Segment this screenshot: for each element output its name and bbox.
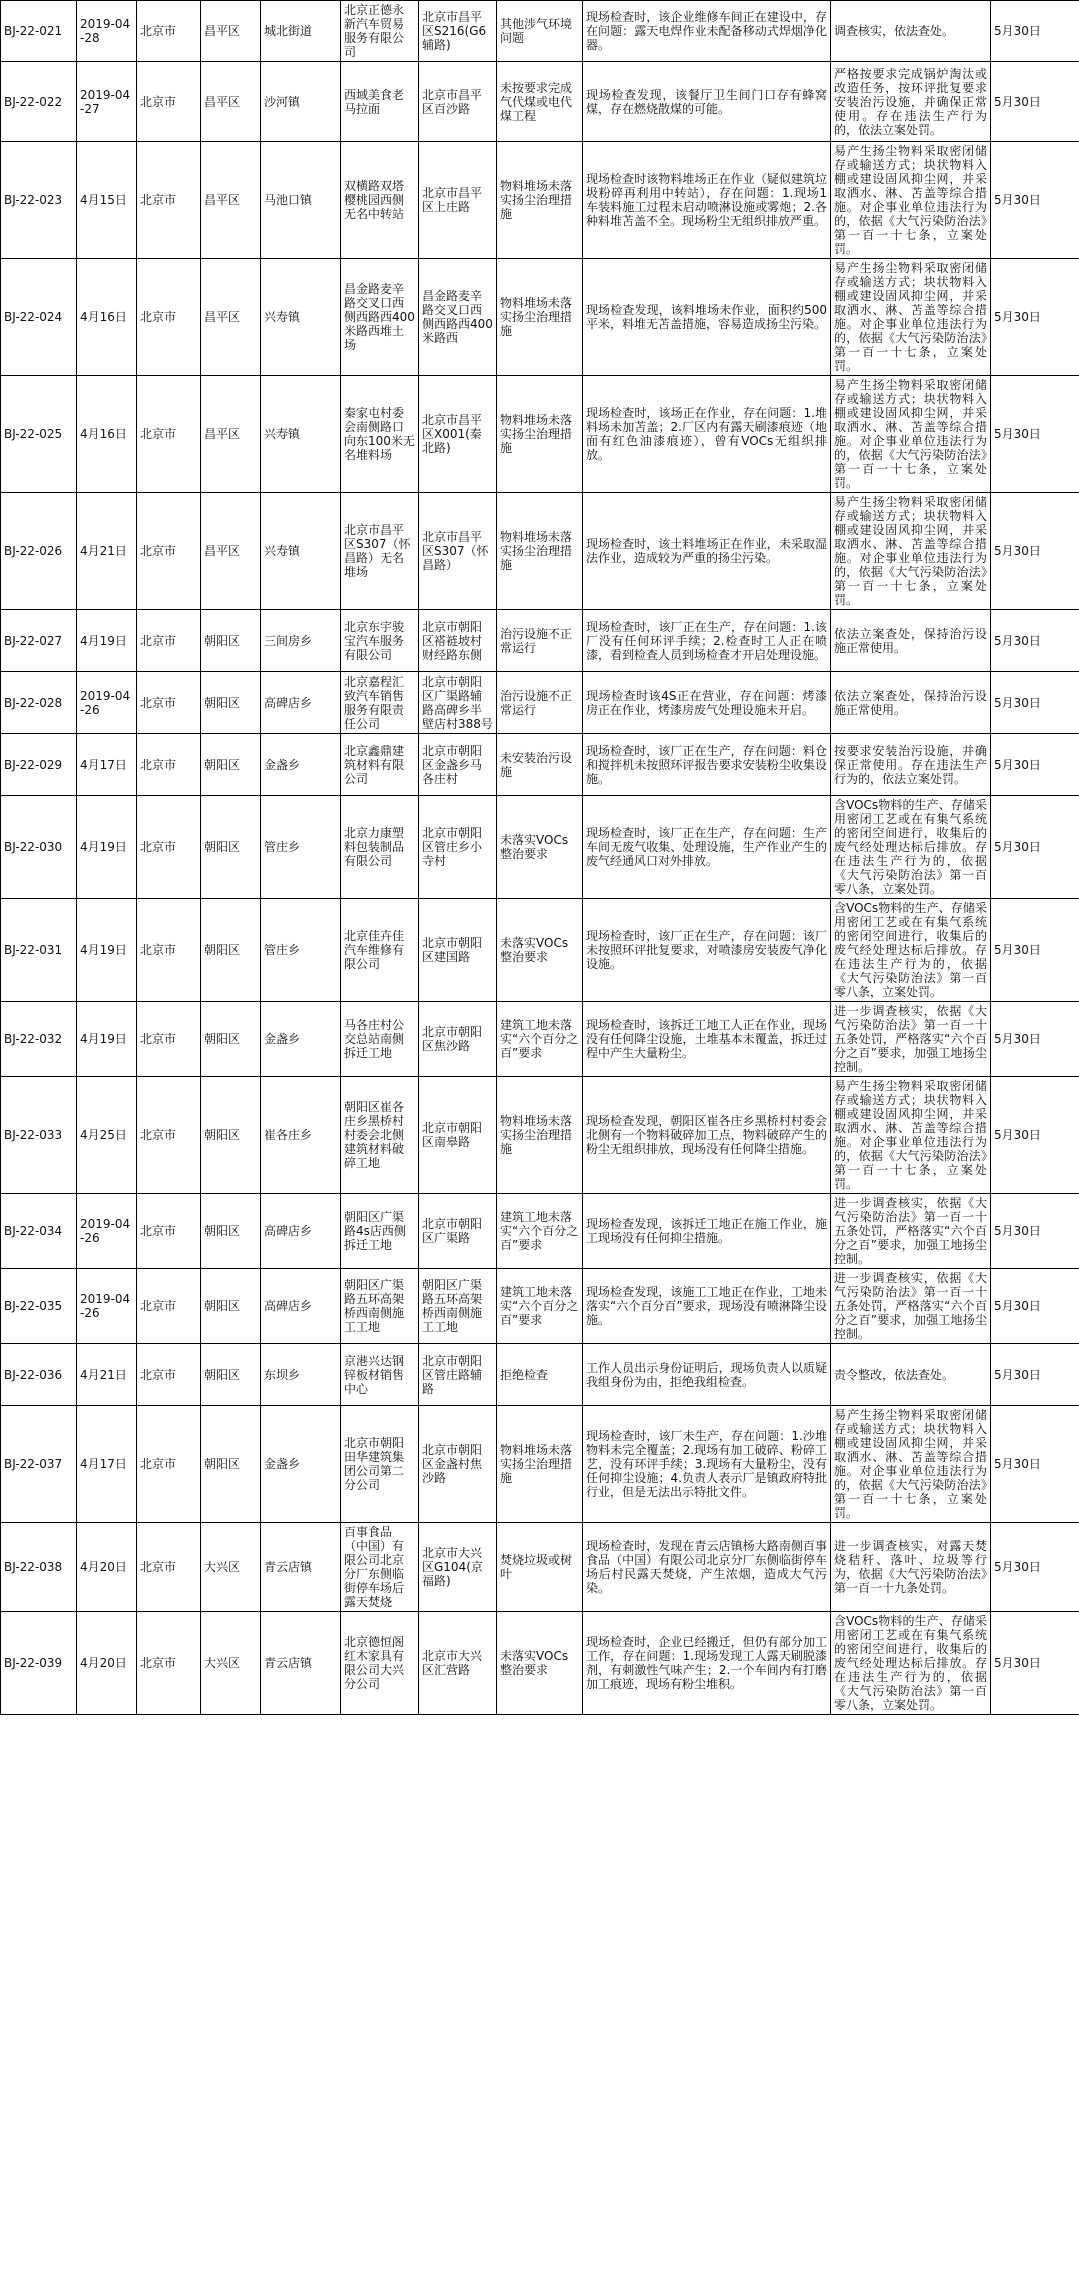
inspection-date: 4月16日 [77,376,137,493]
issue-type: 物料堆场未落实扬尘治理措施 [497,1406,583,1523]
table-row [1,62,1079,142]
record-id: BJ-22-038 [1,1523,77,1612]
enforcement-action: 责令整改，依法查处。 [831,1344,991,1406]
address: 北京市昌平区S307（怀昌路） [419,493,497,610]
address: 北京市大兴区G104(京福路) [419,1523,497,1612]
issue-description: 现场检查发现，该施工工地正在作业，工地未落实“六个百分百”要求，现场没有喷淋降尘设施。 [583,1269,831,1344]
address: 北京市昌平区S216(G6辅路) [419,1,497,62]
enforcement-action: 易产生扬尘物料采取密闭储存或输送方式；块状物料入棚或建设固风抑尘网，并采取洒水、淋、苫盖等综合措施。对企事业单位违法行为的，依据《大气污染防治法》第一百一十七条，立案处罚。 [831,142,991,259]
deadline: 5月30日 [991,1077,1079,1194]
city: 北京市 [137,1523,201,1612]
inspection-date: 2019-04-28 [77,1,137,62]
district: 朝阳区 [201,1002,261,1077]
city: 北京市 [137,1344,201,1406]
deadline: 5月30日 [991,493,1079,610]
district: 昌平区 [201,142,261,259]
district: 朝阳区 [201,796,261,899]
table-row [1,1406,1079,1523]
record-id: BJ-22-033 [1,1077,77,1194]
town: 兴寿镇 [261,259,341,376]
deadline: 5月30日 [991,1406,1079,1523]
company-name: 西域美食老马拉面 [341,62,419,142]
inspection-date: 4月21日 [77,1344,137,1406]
company-name: 百事食品（中国）有限公司北京分厂东侧临街停车场后露天焚烧 [341,1523,419,1612]
enforcement-action: 进一步调查核实，对露天焚烧秸秆、落叶、垃圾等行为，依据《大气污染防治法》第一百一十九条处罚。 [831,1523,991,1612]
record-id: BJ-22-021 [1,1,77,62]
city: 北京市 [137,734,201,796]
issue-description: 现场检查时，企业已经搬迁，但仍有部分加工工作，存在问题：1.现场发现工人露天刷脱漆剂，有刺激性气味产生；2.一个车间内有打磨加工痕迹，现场有粉尘堆积。 [583,1612,831,1715]
address: 北京市昌平区上庄路 [419,142,497,259]
district: 朝阳区 [201,1406,261,1523]
company-name: 北京佳卉佳汽车维修有限公司 [341,899,419,1002]
city: 北京市 [137,1194,201,1269]
issue-type: 建筑工地未落实“六个百分之百”要求 [497,1002,583,1077]
address: 北京市大兴区汇营路 [419,1612,497,1715]
issue-type: 未落实VOCs整治要求 [497,899,583,1002]
deadline: 5月30日 [991,796,1079,899]
company-name: 北京嘉程汇致汽车销售服务有限责任公司 [341,672,419,734]
enforcement-action: 易产生扬尘物料采取密闭储存或输送方式；块状物料入棚或建设固风抑尘网，并采取洒水、淋、苫盖等综合措施。对企事业单位违法行为的，依据《大气污染防治法》第一百一十七条，立案处罚。 [831,493,991,610]
enforcement-action: 含VOCs物料的生产、存储采用密闭工艺或在有集气系统的密闭空间进行，收集后的废气经处理达标后排放。存在违法生产行为的，依据《大气污染防治法》第一百零八条，立案处罚。 [831,796,991,899]
record-id: BJ-22-037 [1,1406,77,1523]
deadline: 5月30日 [991,734,1079,796]
address: 昌金路麦辛路交叉口西侧西路西400米路西 [419,259,497,376]
enforcement-action: 易产生扬尘物料采取密闭储存或输送方式；块状物料入棚或建设固风抑尘网，并采取洒水、淋、苫盖等综合措施。对企事业单位违法行为的，依据《大气污染防治法》第一百一十七条，立案处罚。 [831,1077,991,1194]
deadline: 5月30日 [991,1523,1079,1612]
issue-description: 现场检查时该4S正在营业，存在问题：烤漆房正在作业，烤漆房废气处理设施未开启。 [583,672,831,734]
table-body [1,1,1079,1715]
city: 北京市 [137,1,201,62]
district: 昌平区 [201,493,261,610]
address: 北京市朝阳区焦沙路 [419,1002,497,1077]
town: 管庄乡 [261,899,341,1002]
enforcement-action: 依法立案查处，保持治污设施正常使用。 [831,610,991,672]
deadline: 5月30日 [991,1612,1079,1715]
record-id: BJ-22-031 [1,899,77,1002]
town: 青云店镇 [261,1523,341,1612]
city: 北京市 [137,610,201,672]
table-row [1,672,1079,734]
address: 朝阳区广渠路五环高架桥西南侧施工工地 [419,1269,497,1344]
district: 朝阳区 [201,734,261,796]
inspection-date: 4月25日 [77,1077,137,1194]
issue-description: 现场检查时该物料堆场正在作业（疑似建筑垃圾粉碎再利用中转站），存在问题：1.现场1车装料施工过程未启动喷淋设施或雾炮；2.各种料堆苫盖不全。现场粉尘无组织排放严重。 [583,142,831,259]
company-name: 北京德恒阁红木家具有限公司大兴分公司 [341,1612,419,1715]
town: 青云店镇 [261,1612,341,1715]
deadline: 5月30日 [991,672,1079,734]
deadline: 5月30日 [991,142,1079,259]
issue-description: 现场检查时，该拆迁工地工人正在作业，现场没有任何降尘设施，土堆基本未覆盖，拆迁过程中产生大量粉尘。 [583,1002,831,1077]
inspection-date: 4月20日 [77,1612,137,1715]
district: 朝阳区 [201,672,261,734]
address: 北京市昌平区X001(秦北路) [419,376,497,493]
table-row [1,493,1079,610]
record-id: BJ-22-022 [1,62,77,142]
record-id: BJ-22-024 [1,259,77,376]
district: 朝阳区 [201,1077,261,1194]
city: 北京市 [137,62,201,142]
table-row [1,1002,1079,1077]
issue-type: 建筑工地未落实“六个百分之百”要求 [497,1194,583,1269]
address: 北京市昌平区百沙路 [419,62,497,142]
issue-description: 现场检查时，该厂正在生产，存在问题：1.该厂没有任何环评手续；2.检查时工人正在喷漆，看到检查人员到场检查才开启处理设施。 [583,610,831,672]
enforcement-action: 进一步调查核实，依据《大气污染防治法》第一百一十五条处罚，严格落实“六个百分之百”要求，加强工地扬尘控制。 [831,1194,991,1269]
record-id: BJ-22-029 [1,734,77,796]
enforcement-action: 易产生扬尘物料采取密闭储存或输送方式；块状物料入棚或建设固风抑尘网，并采取洒水、淋、苫盖等综合措施。对企事业单位违法行为的，依据《大气污染防治法》第一百一十七条，立案处罚。 [831,376,991,493]
company-name: 昌金路麦辛路交叉口西侧西路西400米路西堆土场 [341,259,419,376]
town: 马池口镇 [261,142,341,259]
issue-description: 现场检查时，该厂未生产，存在问题：1.沙堆物料未完全覆盖；2.现场有加工破碎、粉碎工艺，没有环评手续；3.现场有大量粉尘，没有任何抑尘设施；4.负责人表示厂是镇政府特批行业，但是无法出示特批文件。 [583,1406,831,1523]
deadline: 5月30日 [991,62,1079,142]
town: 高碑店乡 [261,1194,341,1269]
address: 北京市朝阳区广渠路辅路高碑乡半壁店村388号 [419,672,497,734]
city: 北京市 [137,1612,201,1715]
enforcement-action: 按要求安装治污设施，并确保正常使用。存在违法生产行为的，依法立案处罚。 [831,734,991,796]
inspection-date: 2019-04-27 [77,62,137,142]
town: 兴寿镇 [261,376,341,493]
inspection-date: 4月19日 [77,796,137,899]
city: 北京市 [137,376,201,493]
issue-type: 建筑工地未落实“六个百分之百”要求 [497,1269,583,1344]
record-id: BJ-22-027 [1,610,77,672]
inspection-date: 2019-04-26 [77,1269,137,1344]
company-name: 北京力康塑料包装制品有限公司 [341,796,419,899]
inspection-date: 4月19日 [77,1002,137,1077]
town: 管庄乡 [261,796,341,899]
table-row [1,1269,1079,1344]
record-id: BJ-22-023 [1,142,77,259]
record-id: BJ-22-039 [1,1612,77,1715]
issue-description: 工作人员出示身份证明后，现场负责人以质疑我组身份为由，拒绝我组检查。 [583,1344,831,1406]
record-id: BJ-22-035 [1,1269,77,1344]
city: 北京市 [137,1269,201,1344]
table-row [1,1,1079,62]
issue-description: 现场检查发现，该拆迁工地正在施工作业，施工现场没有任何抑尘措施。 [583,1194,831,1269]
deadline: 5月30日 [991,1194,1079,1269]
inspection-date: 4月19日 [77,610,137,672]
issue-type: 治污设施不正常运行 [497,672,583,734]
town: 城北街道 [261,1,341,62]
issue-type: 物料堆场未落实扬尘治理措施 [497,259,583,376]
company-name: 朝阳区崔各庄乡黑桥村村委会北侧建筑材料破碎工地 [341,1077,419,1194]
district: 昌平区 [201,259,261,376]
address: 北京市朝阳区褡裢坡村财经路东侧 [419,610,497,672]
record-id: BJ-22-034 [1,1194,77,1269]
company-name: 北京市昌平区S307（怀昌路）无名堆场 [341,493,419,610]
inspection-date: 4月15日 [77,142,137,259]
inspection-date: 4月17日 [77,1406,137,1523]
issue-description: 现场检查发现，该餐厅卫生间门口存有蜂窝煤，存在燃烧散煤的可能。 [583,62,831,142]
table-row [1,899,1079,1002]
district: 大兴区 [201,1523,261,1612]
district: 朝阳区 [201,1194,261,1269]
issue-type: 未落实VOCs整治要求 [497,1612,583,1715]
town: 高碑店乡 [261,672,341,734]
city: 北京市 [137,142,201,259]
record-id: BJ-22-026 [1,493,77,610]
issue-type: 物料堆场未落实扬尘治理措施 [497,493,583,610]
town: 高碑店乡 [261,1269,341,1344]
town: 金盏乡 [261,734,341,796]
issue-type: 其他涉气环境问题 [497,1,583,62]
town: 金盏乡 [261,1406,341,1523]
table-row [1,376,1079,493]
enforcement-action: 进一步调查核实，依据《大气污染防治法》第一百一十五条处罚，严格落实“六个百分之百”要求，加强工地扬尘控制。 [831,1002,991,1077]
enforcement-action: 易产生扬尘物料采取密闭储存或输送方式；块状物料入棚或建设固风抑尘网，并采取洒水、淋、苫盖等综合措施。对企事业单位违法行为的，依据《大气污染防治法》第一百一十七条，立案处罚。 [831,259,991,376]
district: 朝阳区 [201,899,261,1002]
district: 朝阳区 [201,1344,261,1406]
town: 东坝乡 [261,1344,341,1406]
deadline: 5月30日 [991,610,1079,672]
company-name: 京港兴达钢锌板材销售中心 [341,1344,419,1406]
deadline: 5月30日 [991,1,1079,62]
town: 金盏乡 [261,1002,341,1077]
issue-description: 现场检查时，该厂正在生产，存在问题：料仓和搅拌机未按照环评报告要求安装粉尘收集设施。 [583,734,831,796]
enforcement-action: 易产生扬尘物料采取密闭储存或输送方式；块状物料入棚或建设固风抑尘网，并采取洒水、淋、苫盖等综合措施。对企事业单位违法行为的，依据《大气污染防治法》第一百一十七条，立案处罚。 [831,1406,991,1523]
table-row [1,142,1079,259]
company-name: 北京正德永新汽车贸易服务有限公司 [341,1,419,62]
city: 北京市 [137,1002,201,1077]
record-id: BJ-22-032 [1,1002,77,1077]
company-name: 北京鑫鼎建筑材料有限公司 [341,734,419,796]
table-row [1,259,1079,376]
city: 北京市 [137,1077,201,1194]
company-name: 北京市朝阳田华建筑集团公司第二分公司 [341,1406,419,1523]
issue-description: 现场检查时，该土料堆场正在作业，未采取湿法作业，造成较为严重的扬尘污染。 [583,493,831,610]
address: 北京市朝阳区南皋路 [419,1077,497,1194]
table-row [1,1194,1079,1269]
enforcement-action: 严格按要求完成锅炉淘汰或改造任务，按环评批复要求安装治污设施，并确保正常使用。存在违法生产行为的，依法立案处罚。 [831,62,991,142]
issue-type: 物料堆场未落实扬尘治理措施 [497,376,583,493]
deadline: 5月30日 [991,259,1079,376]
issue-type: 未安装治污设施 [497,734,583,796]
issue-description: 现场检查时，该场正在作业，存在问题：1.堆料场未加苫盖；2.厂区内有露天刷漆痕迹（地面有红色油漆痕迹），曾有VOCs无组织排放。 [583,376,831,493]
address: 北京市朝阳区管庄路辅路 [419,1344,497,1406]
table-row [1,1523,1079,1612]
table-row [1,1344,1079,1406]
issue-description: 现场检查时，发现在青云店镇杨大路南侧百事食品（中国）有限公司北京分厂东侧临街停车场后村民露天焚烧，产生浓烟，造成大气污染。 [583,1523,831,1612]
district: 昌平区 [201,62,261,142]
district: 大兴区 [201,1612,261,1715]
enforcement-action: 进一步调查核实，依据《大气污染防治法》第一百一十五条处罚，严格落实“六个百分之百”要求，加强工地扬尘控制。 [831,1269,991,1344]
address: 北京市朝阳区广渠路 [419,1194,497,1269]
town: 三间房乡 [261,610,341,672]
district: 朝阳区 [201,610,261,672]
issue-type: 焚烧垃圾或树叶 [497,1523,583,1612]
city: 北京市 [137,796,201,899]
inspection-date: 2019-04-26 [77,672,137,734]
deadline: 5月30日 [991,1002,1079,1077]
district: 昌平区 [201,376,261,493]
inspection-date: 4月16日 [77,259,137,376]
table-row [1,734,1079,796]
issue-type: 物料堆场未落实扬尘治理措施 [497,1077,583,1194]
city: 北京市 [137,899,201,1002]
table-row [1,1612,1079,1715]
inspection-date: 4月19日 [77,899,137,1002]
company-name: 秦家屯村委会南侧路口向东100米无名堆料场 [341,376,419,493]
issue-type: 拒绝检查 [497,1344,583,1406]
table-row [1,1077,1079,1194]
issue-description: 现场检查发现，该料堆场未作业，面积约500平米，料堆无苫盖措施，容易造成扬尘污染。 [583,259,831,376]
address: 北京市朝阳区金盏村焦沙路 [419,1406,497,1523]
issue-type: 未按要求完成气代煤或电代煤工程 [497,62,583,142]
town: 兴寿镇 [261,493,341,610]
issue-description: 现场检查时，该厂正在生产，存在问题：该厂未按照环评批复要求，对喷漆房安装废气净化设施。 [583,899,831,1002]
record-id: BJ-22-036 [1,1344,77,1406]
address: 北京市朝阳区建国路 [419,899,497,1002]
city: 北京市 [137,493,201,610]
record-id: BJ-22-025 [1,376,77,493]
enforcement-action: 含VOCs物料的生产、存储采用密闭工艺或在有集气系统的密闭空间进行，收集后的废气经处理达标后排放。存在违法生产行为的，依据《大气污染防治法》第一百零八条，立案处罚。 [831,899,991,1002]
deadline: 5月30日 [991,899,1079,1002]
town: 沙河镇 [261,62,341,142]
deadline: 5月30日 [991,1344,1079,1406]
deadline: 5月30日 [991,376,1079,493]
issue-description: 现场检查时，该企业维修车间正在建设中，存在问题：露天电焊作业未配备移动式焊烟净化器。 [583,1,831,62]
inspection-date: 2019-04-26 [77,1194,137,1269]
company-name: 朝阳区广渠路五环高架桥西南侧施工工地 [341,1269,419,1344]
enforcement-action: 依法立案查处，保持治污设施正常使用。 [831,672,991,734]
enforcement-action: 调查核实，依法查处。 [831,1,991,62]
company-name: 马各庄村公交总站南侧拆迁工地 [341,1002,419,1077]
record-id: BJ-22-030 [1,796,77,899]
inspection-date: 4月21日 [77,493,137,610]
issue-type: 物料堆场未落实扬尘治理措施 [497,142,583,259]
company-name: 双横路双塔樱桃园西侧无名中转站 [341,142,419,259]
record-id: BJ-22-028 [1,672,77,734]
company-name: 朝阳区广渠路4s店西侧拆迁工地 [341,1194,419,1269]
town: 崔各庄乡 [261,1077,341,1194]
company-name: 北京东宇骏宝汽车服务有限公司 [341,610,419,672]
issue-description: 现场检查发现，朝阳区崔各庄乡黑桥村村委会北侧有一个物料破碎加工点，物料破碎产生的粉尘无组织排放，现场没有任何降尘措施。 [583,1077,831,1194]
enforcement-action: 含VOCs物料的生产、存储采用密闭工艺或在有集气系统的密闭空间进行，收集后的废气经处理达标后排放。存在违法生产行为的，依据《大气污染防治法》第一百零八条，立案处罚。 [831,1612,991,1715]
inspection-date: 4月17日 [77,734,137,796]
inspection-date: 4月20日 [77,1523,137,1612]
district: 朝阳区 [201,1269,261,1344]
city: 北京市 [137,672,201,734]
district: 昌平区 [201,1,261,62]
issue-type: 未落实VOCs整治要求 [497,796,583,899]
table-row [1,610,1079,672]
city: 北京市 [137,259,201,376]
issue-type: 治污设施不正常运行 [497,610,583,672]
address: 北京市朝阳区管庄乡小寺村 [419,796,497,899]
city: 北京市 [137,1406,201,1523]
table-row [1,796,1079,899]
deadline: 5月30日 [991,1269,1079,1344]
address: 北京市朝阳区金盏乡马各庄村 [419,734,497,796]
issue-description: 现场检查时，该厂正在生产，存在问题：生产车间无废气收集、处理设施，生产作业产生的废气经通风口对外排放。 [583,796,831,899]
